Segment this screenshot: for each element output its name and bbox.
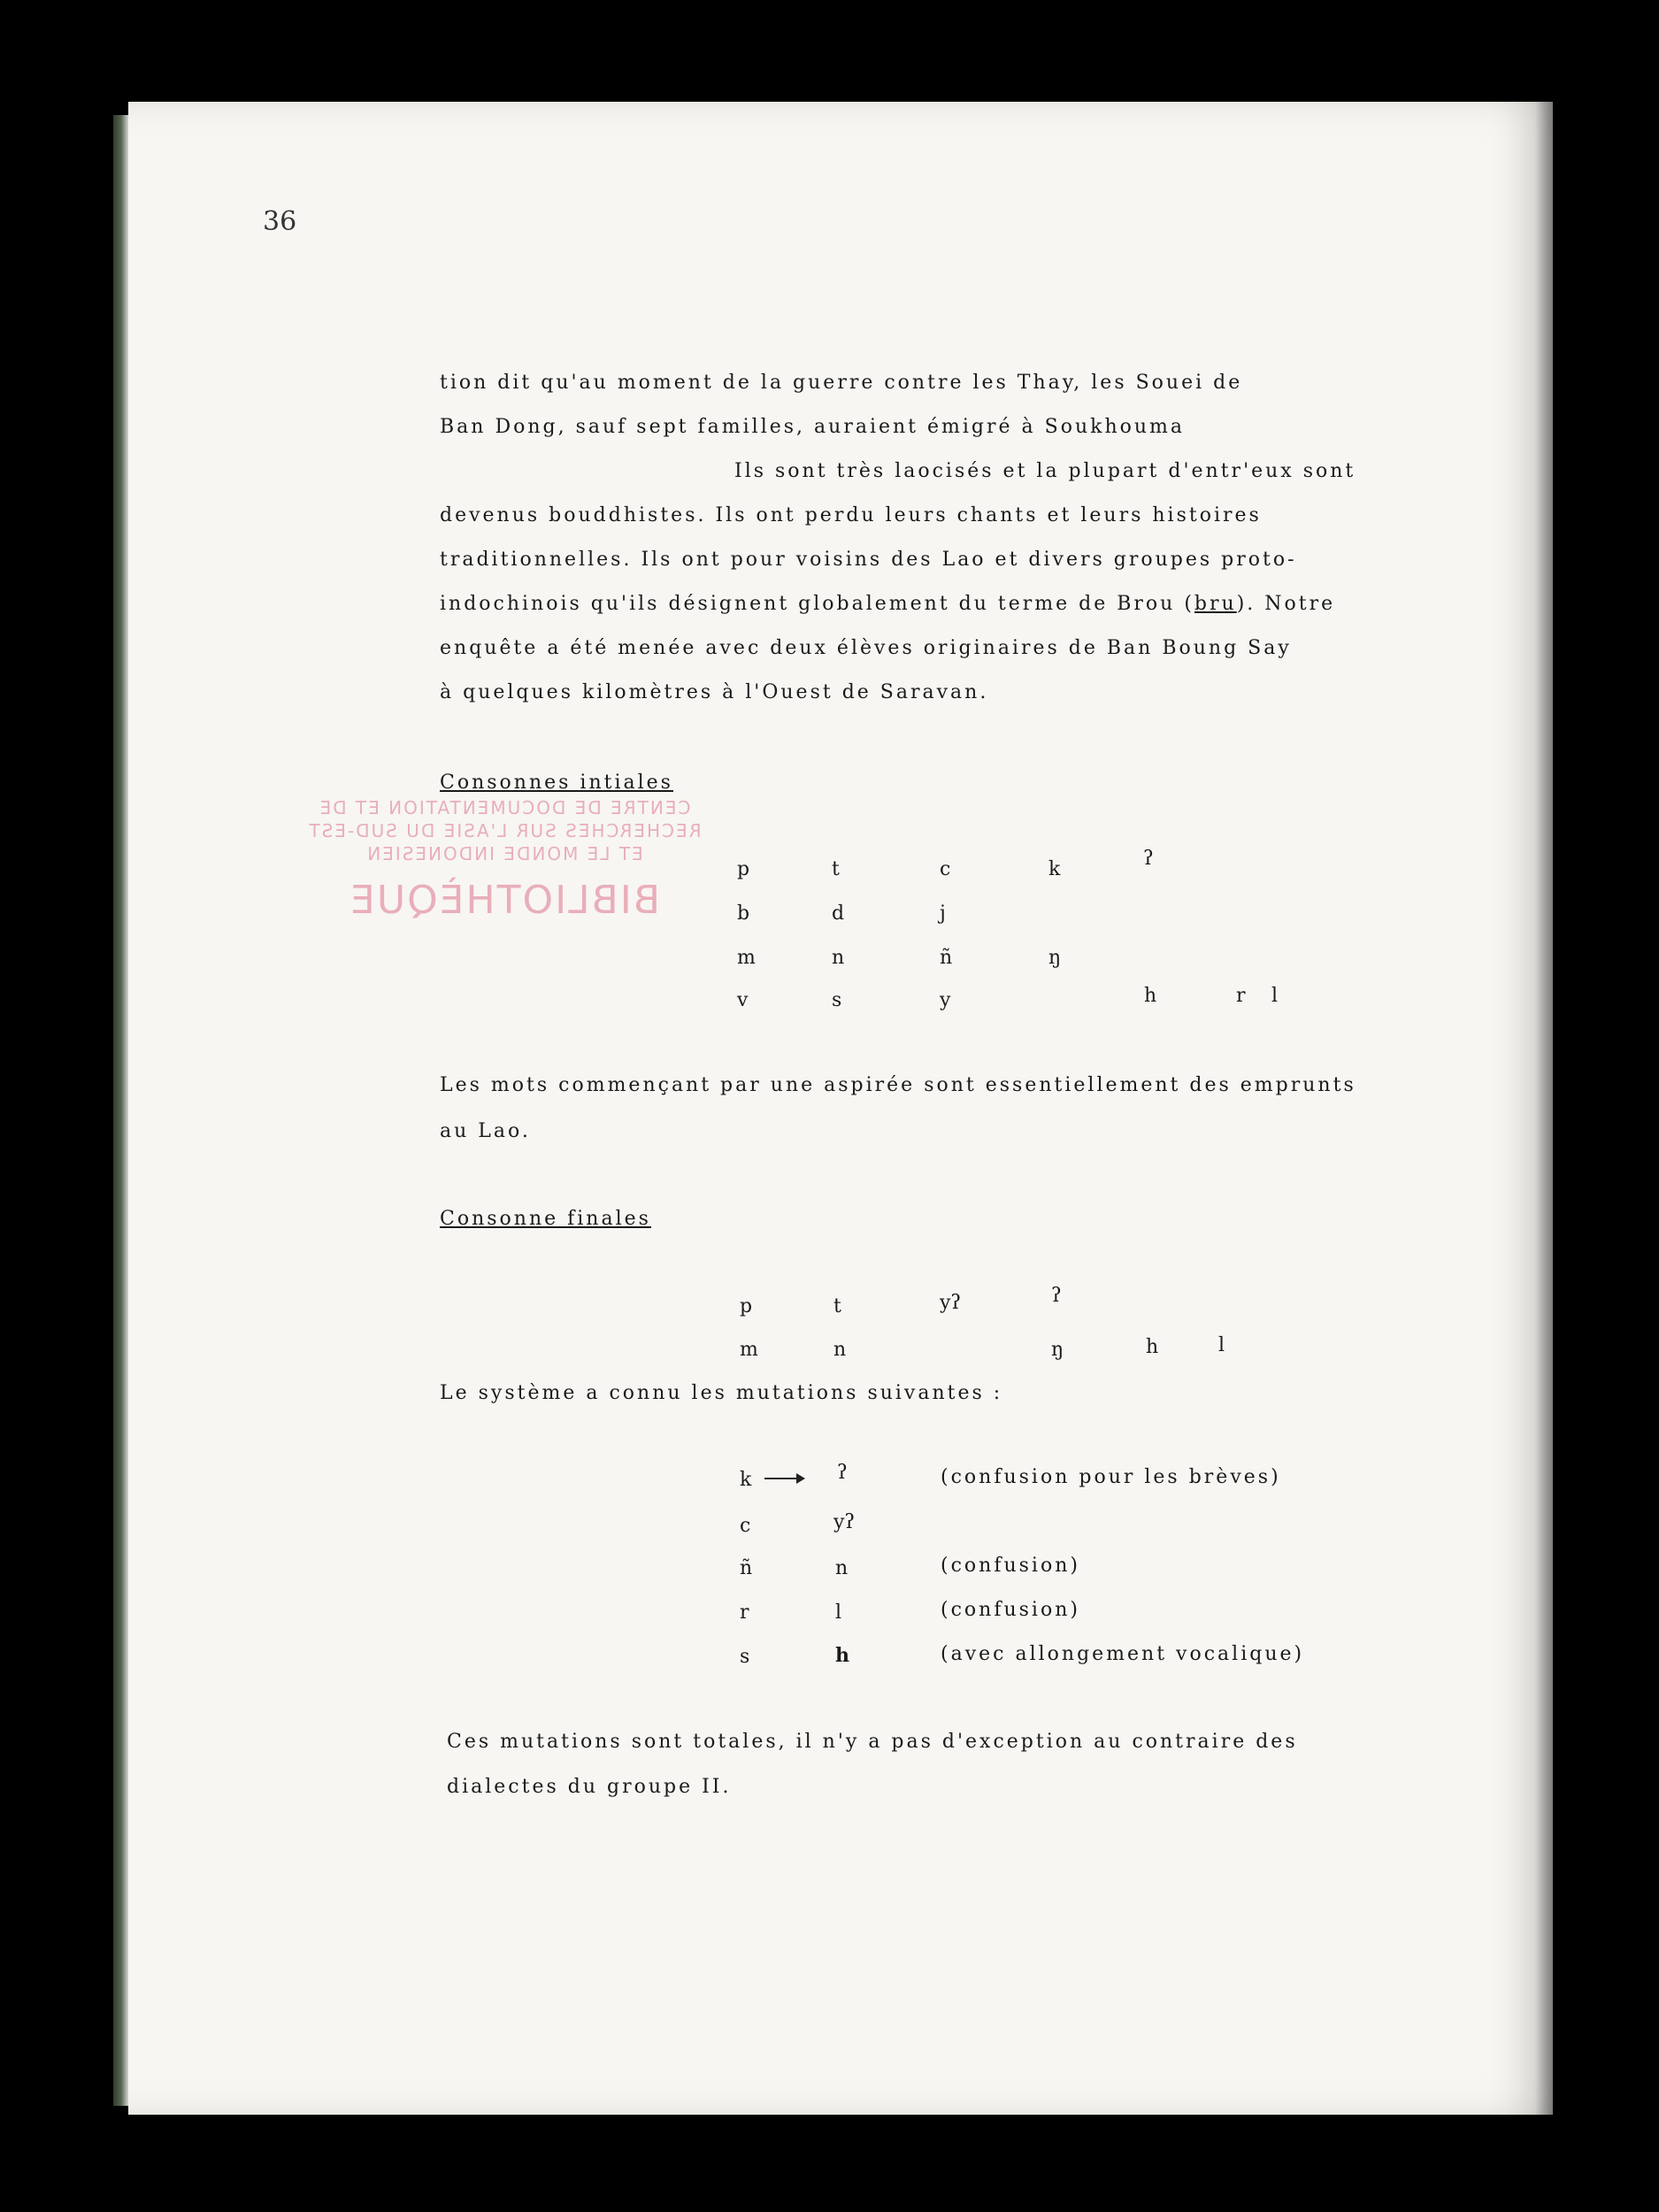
mutation-note: (confusion) bbox=[941, 1599, 1080, 1621]
text-segment: ). Notre bbox=[1236, 593, 1336, 615]
consonant: h bbox=[1144, 985, 1157, 1007]
text-line: traditionnelles. Ils ont pour voisins des Lao et divers groupes proto- bbox=[440, 549, 1297, 571]
mutation-from: k bbox=[740, 1469, 752, 1491]
mutation-from: r bbox=[740, 1601, 749, 1624]
text-line: dialectes du groupe II. bbox=[447, 1776, 732, 1798]
section-heading-initials: Consonnes intiales bbox=[440, 772, 673, 794]
consonant: ñ bbox=[940, 947, 953, 969]
consonant: l bbox=[1271, 985, 1279, 1007]
consonant: b bbox=[737, 902, 750, 925]
consonant: m bbox=[737, 947, 756, 969]
consonant: ŋ bbox=[1051, 1339, 1064, 1361]
text-line: tion dit qu'au moment de la guerre contre les Thay, les Souei de bbox=[440, 372, 1243, 394]
consonant: p bbox=[740, 1295, 753, 1317]
mutation-from: ñ bbox=[740, 1557, 753, 1579]
consonant: yʔ bbox=[940, 1292, 962, 1314]
text-line: Ils sont très laocisés et la plupart d'entr'eux sont bbox=[734, 460, 1356, 482]
text-segment: indochinois qu'ils désignent globalement du terme de Brou ( bbox=[440, 593, 1194, 615]
consonant: v bbox=[737, 989, 749, 1011]
text-line: à quelques kilomètres à l'Ouest de Saravan. bbox=[440, 681, 989, 703]
consonant: r bbox=[1236, 985, 1246, 1007]
mutation-from: c bbox=[740, 1515, 751, 1537]
mutation-note: (confusion pour les brèves) bbox=[941, 1466, 1281, 1488]
mutation-to: ʔ bbox=[837, 1462, 848, 1484]
consonant: t bbox=[833, 1295, 841, 1317]
stamp-line: ET LE MONDE INDONESIEN bbox=[365, 843, 643, 864]
consonant: ŋ bbox=[1048, 947, 1062, 969]
mutation-to: h bbox=[835, 1644, 849, 1667]
consonant: m bbox=[740, 1339, 758, 1361]
mutation-note: (avec allongement vocalique) bbox=[941, 1643, 1305, 1665]
mutation-to: n bbox=[835, 1557, 849, 1579]
library-stamp bbox=[265, 796, 743, 923]
consonant: ʔ bbox=[1143, 848, 1154, 870]
consonant: t bbox=[832, 858, 840, 880]
consonant: k bbox=[1048, 858, 1061, 880]
section-heading-finals: Consonne finales bbox=[440, 1208, 651, 1230]
book-spine-shadow bbox=[1535, 102, 1557, 2115]
mutation-note: (confusion) bbox=[941, 1555, 1080, 1577]
text-line: Ban Dong, sauf sept familles, auraient émigré à Soukhouma bbox=[440, 416, 1186, 438]
stamp-line: RECHERCHES SUR L'ASIE DU SUD-EST bbox=[307, 820, 702, 841]
arrow-icon bbox=[759, 1469, 809, 1486]
consonant: ʔ bbox=[1051, 1285, 1062, 1307]
consonant: l bbox=[1218, 1334, 1225, 1356]
text-line: Ces mutations sont totales, il n'y a pas d'exception au contraire des bbox=[447, 1731, 1298, 1753]
consonant: n bbox=[832, 947, 845, 969]
text-line: au Lao. bbox=[440, 1120, 531, 1142]
text-line bbox=[440, 593, 1335, 615]
consonant: s bbox=[832, 989, 842, 1011]
page-number: 36 bbox=[263, 206, 297, 237]
mutation-to: l bbox=[835, 1601, 842, 1624]
consonant: n bbox=[833, 1339, 847, 1361]
consonant: d bbox=[832, 902, 845, 925]
text-line: enquête a été menée avec deux élèves originaires de Ban Boung Say bbox=[440, 637, 1292, 659]
text-line: Le système a connu les mutations suivantes : bbox=[440, 1382, 1003, 1404]
underlined-term: bru bbox=[1194, 593, 1237, 615]
mutation-to: yʔ bbox=[833, 1511, 856, 1533]
consonant: j bbox=[940, 902, 946, 925]
consonant: h bbox=[1146, 1336, 1159, 1358]
stamp-line: CENTRE DE DOCUMENTATION ET DE bbox=[318, 797, 691, 818]
document-page bbox=[128, 102, 1553, 2115]
text-line: Les mots commençant par une aspirée sont essentiellement des emprunts bbox=[440, 1074, 1356, 1096]
text-line: devenus bouddhistes. Ils ont perdu leurs chants et leurs histoires bbox=[440, 504, 1262, 526]
mutation-from: s bbox=[740, 1646, 750, 1668]
stamp-title: BIBLIOTHÈQUE bbox=[349, 878, 660, 923]
consonant: p bbox=[737, 858, 750, 880]
consonant: y bbox=[940, 989, 951, 1011]
consonant: c bbox=[940, 858, 951, 880]
